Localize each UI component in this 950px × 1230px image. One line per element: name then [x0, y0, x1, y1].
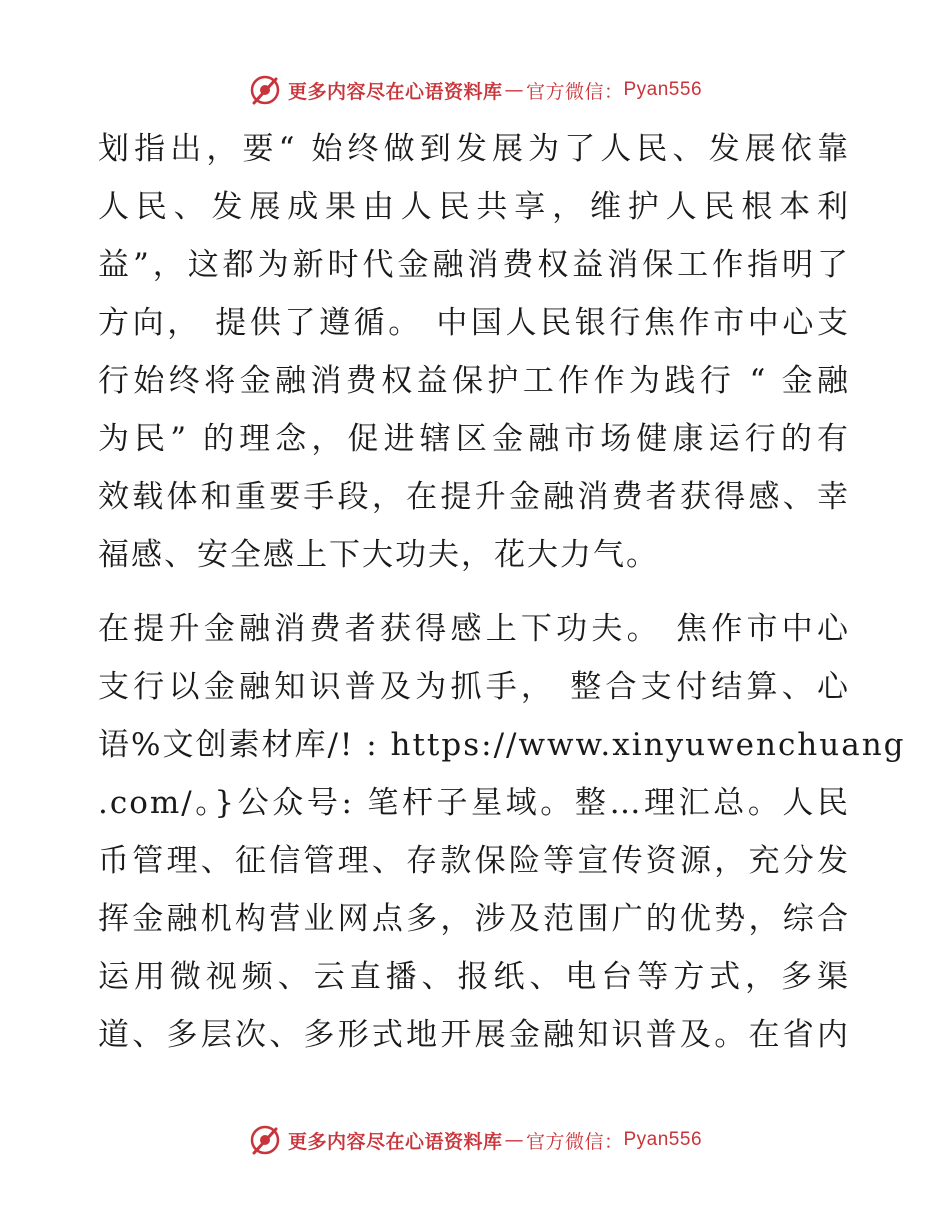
watermark-wechat-label: 官方微信： [525, 1130, 624, 1153]
watermark-text: 更多内容尽在心语资料库 [287, 1130, 503, 1153]
text-line: 益”，这都为新时代金融消费权益消保工作指明了 [98, 247, 850, 283]
text-line: 行始终将金融消费权益保护工作作为践行 “ 金融 [98, 363, 850, 399]
paragraph-1 [98, 120, 850, 584]
text-line: 挥金融机构营业网点多，涉及范围广的优势，综合 [98, 901, 850, 937]
text-line: 道、多层次、多形式地开展金融知识普及。在省内 [98, 1017, 850, 1053]
watermark-wechat-id: Pyan556 [623, 79, 703, 100]
text-line: 在提升金融消费者获得感上下功夫。 焦作市中心 [98, 611, 850, 647]
footer-watermark [0, 1120, 950, 1160]
watermark-wechat-label: 官方微信： [525, 80, 624, 103]
text-line: .com/。}公众号: 笔杆子星域。整…理汇总。人民 [98, 785, 850, 821]
header-watermark [0, 70, 950, 110]
brush-logo-icon [248, 73, 282, 107]
text-line: 运用微视频、云直播、报纸、电台等方式，多渠 [98, 959, 850, 995]
text-line: 为民” 的理念，促进辖区金融市场健康运行的有 [98, 421, 850, 457]
paragraph-2 [98, 600, 906, 1064]
text-line: 人民、发展成果由人民共享，维护人民根本利 [98, 189, 850, 225]
brush-logo-icon [248, 1123, 282, 1157]
watermark-dash: — [504, 79, 524, 101]
text-line: 支行以金融知识普及为抓手， 整合支付结算、心 [98, 669, 850, 705]
document-body [98, 120, 906, 1064]
watermark-wechat-id: Pyan556 [623, 1129, 703, 1150]
text-line: 福感、安全感上下大功夫，花大力气。 [98, 537, 659, 573]
text-line: 效载体和重要手段，在提升金融消费者获得感、幸 [98, 479, 850, 515]
text-line: 语%文创素材库/! : https://www.xinyuwenchuang [98, 727, 906, 763]
watermark-text: 更多内容尽在心语资料库 [287, 80, 503, 103]
watermark-dash: — [504, 1129, 524, 1151]
text-line: 划指出，要“ 始终做到发展为了人民、发展依靠 [98, 131, 850, 167]
text-line: 币管理、征信管理、存款保险等宣传资源，充分发 [98, 843, 850, 879]
text-line: 方向， 提供了遵循。 中国人民银行焦作市中心支 [98, 305, 850, 341]
